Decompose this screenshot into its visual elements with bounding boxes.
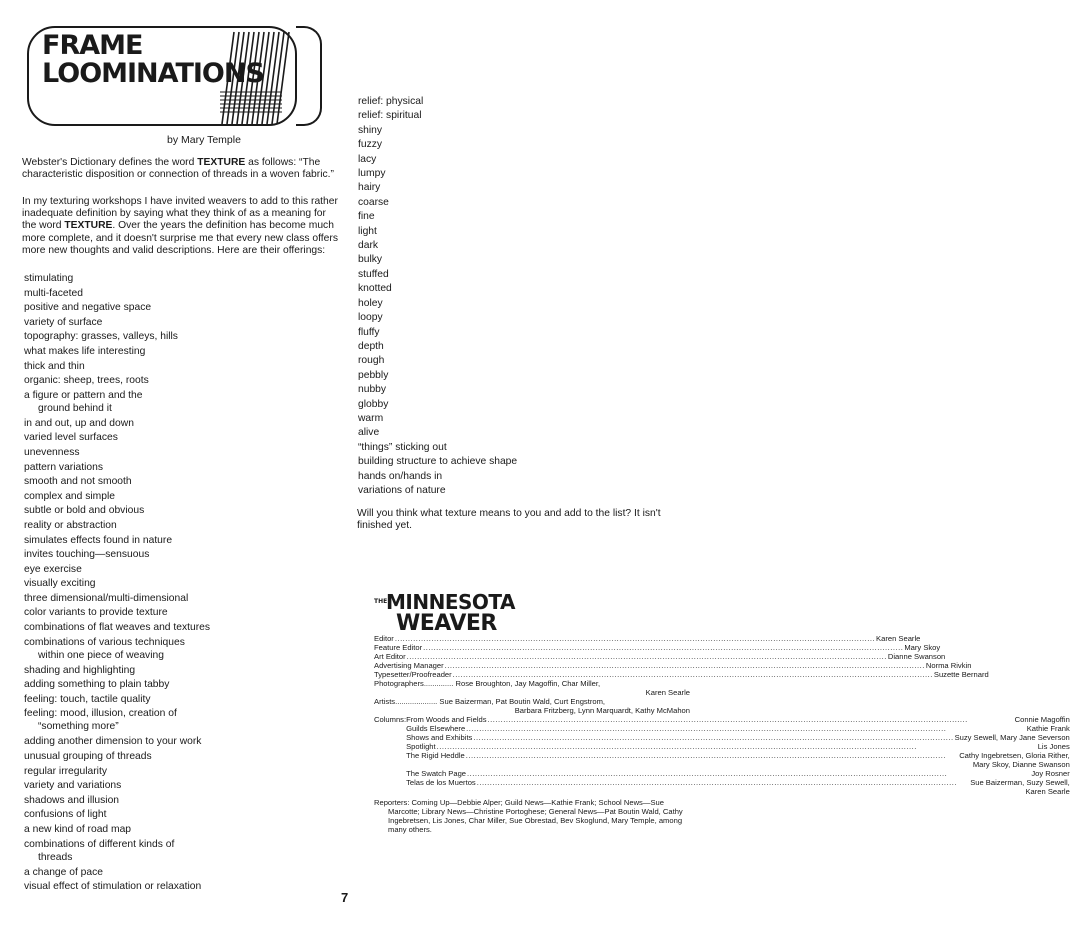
- list-item: loopy: [358, 312, 383, 324]
- columns-section: Columns: From Woods and Fields ..... Connie Magoffin Guilds Elsewhere ..... Kathie Frank Shows and Exhibits ..... Suzy Sewell, Mary Jane Severson Spotlight ..... Lis Jones The Rigid Heddle ..... Cathy Ingebretsen, Gloria Rither, Mary Skoy, Dianne Swanson The Swatch Page ..... Joy Rosner Telas de los Muertos ..... Sue Baizerman, Suzy Sewell, Karen Searle: [374, 715, 690, 796]
- list-item: thick and thin: [24, 360, 85, 372]
- list-item: combinations of different kinds of threads: [24, 838, 175, 863]
- list-item: three dimensional/multi-dimensional: [24, 592, 189, 604]
- credit-row: Art Editor ..... Dianne Swanson: [374, 652, 690, 661]
- masthead-credits: [374, 634, 1070, 834]
- list-item: reality or abstraction: [24, 519, 117, 531]
- list-item: adding another dimension to your work: [24, 736, 202, 748]
- list-item: fuzzy: [358, 139, 383, 151]
- list-item: adding something to plain tabby: [24, 679, 170, 691]
- list-item: feeling: mood, illusion, creation of “something more”: [24, 708, 177, 733]
- list-item: organic: sheep, trees, roots: [24, 375, 149, 387]
- list-item: unevenness: [24, 446, 80, 458]
- list-item: in and out, up and down: [24, 417, 134, 429]
- list-item: visual effect of stimulation or relaxation: [24, 881, 202, 893]
- credit-row: Telas de los Muertos ..... Sue Baizerman, Suzy Sewell,: [406, 778, 1070, 787]
- heddle-cont: Mary Skoy, Dianne Swanson: [972, 760, 1070, 769]
- masthead-title-line-2: WEAVER: [396, 611, 497, 636]
- list-item: shadows and illusion: [24, 794, 120, 806]
- credit-row: The Rigid Heddle ..... Cathy Ingebretsen, Gloria Rither,: [406, 751, 1070, 760]
- list-item: fluffy: [358, 326, 380, 338]
- list-item: variety and variations: [24, 780, 122, 792]
- list-item: dark: [358, 240, 379, 252]
- list-item: pattern variations: [24, 461, 103, 473]
- list-item: stuffed: [358, 268, 389, 280]
- credit-row: Guilds Elsewhere ..... Kathie Frank: [406, 724, 1070, 733]
- list-item: shiny: [358, 124, 383, 136]
- list-item: lacy: [358, 153, 377, 165]
- list-item: varied level surfaces: [24, 432, 118, 444]
- masthead-the: THE: [374, 598, 388, 605]
- list-item: variety of surface: [24, 316, 103, 328]
- credit-row: Editor ..... Karen Searle: [374, 634, 690, 643]
- credit-row: From Woods and Fields ..... Connie Magoffin: [406, 715, 1070, 724]
- photographers-cont: Karen Searle: [645, 688, 690, 697]
- list-item: rough: [358, 355, 385, 367]
- list-item: globby: [358, 398, 389, 410]
- intro-paragraph-1: Webster's Dictionary defines the word TEXTURE as follows: “The characteristic disposition or connection of threads in a woven fabric.”: [22, 157, 334, 181]
- list-item: a new kind of road map: [24, 824, 132, 835]
- list-item: alive: [358, 427, 380, 439]
- list-item: knotted: [358, 283, 392, 295]
- masthead-title-line-1: MINNESOTA: [386, 590, 515, 614]
- list-item: multi-faceted: [24, 287, 83, 299]
- credit-row: Shows and Exhibits ..... Suzy Sewell, Mary Jane Severson: [406, 733, 1070, 742]
- list-item: a figure or pattern and the ground behind it: [24, 389, 143, 414]
- list-item: eye exercise: [24, 563, 82, 575]
- list-item: subtle or bold and obvious: [24, 505, 145, 517]
- credit-row: Typesetter/Proofreader ..... Suzette Bernard: [374, 670, 690, 679]
- reporters-paragraph: Reporters: Coming Up—Debbie Alper; Guild News—Kathie Frank; School News—Sue Marcotte; Library News—Christine Portoghese; General News—Pat Boutin Wald, Cathy Ingebretsen, Lis Jones, Char Miller, Sue Obrestad, Bev Skoglund, Mary Temple, among many others.: [374, 798, 683, 834]
- list-item: holey: [358, 297, 383, 309]
- artists-cont: Barbara Fritzberg, Lynn Marquardt, Kathy McMahon: [514, 706, 690, 715]
- logo-line-2: LOOMINATIONS: [42, 58, 264, 89]
- texture-list-right: [358, 95, 688, 498]
- telas-cont: Karen Searle: [1025, 787, 1070, 796]
- logo-frame-cap: [296, 26, 322, 126]
- list-item: relief: physical: [358, 96, 424, 107]
- photographers-row: Photographers.............. Rose Broughton, Jay Magoffin, Char Miller,: [374, 679, 601, 688]
- credit-row: The Swatch Page ..... Joy Rosner: [406, 769, 1070, 778]
- list-item: unusual grouping of threads: [24, 751, 152, 763]
- list-item: a change of pace: [24, 866, 104, 878]
- list-item: bulky: [358, 254, 383, 266]
- list-item: combinations of flat weaves and textures: [24, 622, 211, 634]
- list-item: simulates effects found in nature: [24, 534, 173, 546]
- artists-row: Artists.................... Sue Baizerman, Pat Boutin Wald, Curt Engstrom,: [374, 697, 606, 706]
- list-item: hands on/hands in: [358, 470, 443, 482]
- list-item: what makes life interesting: [24, 345, 146, 357]
- intro-paragraph-2: In my texturing workshops I have invited weavers to add to this rather inadequate definition by saying what they think of as a meaning for the word TEXTURE. Over the years the definition has become much more complete, and it doesn't surprise me that every new class offers more new thoughts and valid descriptions. Here are their offerings:: [22, 196, 338, 256]
- logo-line-1: FRAME: [42, 30, 143, 61]
- list-item: hairy: [358, 182, 381, 194]
- list-item: coarse: [358, 196, 389, 208]
- list-item: fine: [358, 211, 375, 223]
- list-item: shading and highlighting: [24, 664, 136, 676]
- list-item: positive and negative space: [24, 302, 152, 314]
- list-item: light: [358, 225, 377, 237]
- list-item: smooth and not smooth: [24, 476, 132, 488]
- column-logo: [42, 32, 264, 88]
- credit-row: Feature Editor ..... Mary Skoy: [374, 643, 690, 652]
- list-item: variations of nature: [358, 484, 446, 496]
- list-item: depth: [358, 340, 384, 352]
- list-item: regular irregularity: [24, 765, 107, 777]
- credit-row: Advertising Manager ..... Norma Rivkin: [374, 661, 690, 670]
- texture-list-left: [24, 272, 354, 895]
- list-item: nubby: [358, 384, 387, 396]
- list-item: warm: [358, 412, 384, 424]
- page-number: 7: [341, 890, 349, 905]
- list-item: complex and simple: [24, 490, 115, 502]
- list-item: visually exciting: [24, 578, 96, 590]
- list-item: topography: grasses, valleys, hills: [24, 331, 178, 343]
- list-item: feeling: touch, tactile quality: [24, 693, 151, 705]
- byline: by Mary Temple: [167, 134, 241, 146]
- credit-row: Spotlight ..... Lis Jones: [406, 742, 1070, 751]
- list-item: pebbly: [358, 369, 389, 381]
- list-item: color variants to provide texture: [24, 607, 168, 619]
- list-item: lumpy: [358, 168, 386, 180]
- list-item: invites touching—sensuous: [24, 549, 150, 561]
- list-item: stimulating: [24, 273, 74, 284]
- list-item: “things” sticking out: [358, 441, 447, 453]
- list-item: combinations of various techniques within one piece of weaving: [24, 636, 185, 661]
- closing-paragraph: Will you think what texture means to you and add to the list? It isn't finished yet.: [357, 508, 661, 531]
- list-item: confusions of light: [24, 809, 107, 821]
- masthead-title: [374, 591, 515, 635]
- list-item: building structure to achieve shape: [358, 456, 518, 468]
- list-item: relief: spiritual: [358, 110, 422, 122]
